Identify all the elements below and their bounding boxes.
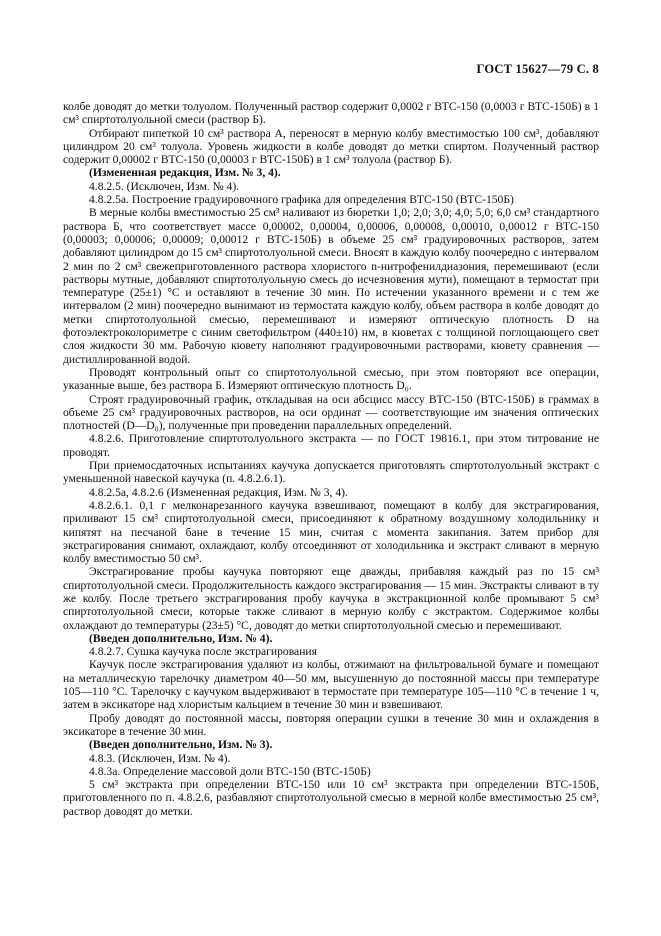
paragraph: 4.8.3. (Исключен, Изм. № 4). [89, 751, 231, 765]
page-header: ГОСТ 15627—79 С. 8 [476, 62, 599, 76]
paragraph: колбе доводят до метки толуолом. Полученный раствор содержит 0,0002 г ВТС-150 (0,0003 г ВТС-150Б) в 1 см³ спиртотолуольной смеси (раствор Б). [63, 100, 599, 127]
paragraph: 4.8.2.6.1. 0,1 г мелконарезанного каучука взвешивают, помещают в колбу для экстрагирования, приливают 15 см³ спиртотолуольной смеси, присоединяют к обратному воздушному холодильнику и кипятят на песчаной бане в течение 15 мин, считая с момента закипания. Затем прибор для экстрагирования снимают, охлаждают, колбу отсоединяют от холодильника и экстракт сливают в мерную колбу вместимостью 50 см³. [63, 498, 599, 566]
paragraph: Проводят контрольный опыт со спиртотолуольной смесью, при этом повторяют все операции, указанные выше, без раствора Б. Измеряют оптическую плотность D₀. [63, 365, 599, 393]
paragraph: 4.8.2.5а, 4.8.2.6 (Измененная редакция, Изм. № 3, 4). [89, 485, 348, 499]
paragraph: Пробу доводят до постоянной массы, повторяя операции сушки в течение 30 мин и охлаждения в эксикаторе в течение 30 мин. [63, 711, 599, 738]
amendment-note: (Измененная редакция, Изм. № 3, 4). [89, 166, 281, 180]
amendment-note: (Введен дополнительно, Изм. № 3). [89, 738, 273, 752]
section-heading: 4.8.2.5а. Построение градуировочного графика для определения ВТС-150 (ВТС-150Б) [89, 193, 514, 207]
section-heading: 4.8.2.7. Сушка каучука после экстрагирования [89, 645, 317, 659]
paragraph: Отбирают пипеткой 10 см³ раствора А, переносят в мерную колбу вместимостью 100 см³, добавляют цилиндром 20 см³ толуола. Уровень жидкости в колбе доводят до метки спиртом. Полученный раствор содержит 0,00002 г ВТС-150 (0,00003 г ВТС-150Б) в 1 см³ толуола (раствор Б). [63, 126, 599, 167]
paragraph: Каучук после экстрагирования удаляют из колбы, отжимают на фильтровальной бумаге и помещают на металлическую тарелочку диаметром 40—50 мм, высушенную до постоянной массы при температуре 105—110 °С. Тарелочку с каучуком выдерживают в термостате при температуре 105—110 °С в течение 1 ч, затем в эксикаторе над хлористым кальцием в течение 30 мин и взвешивают. [63, 658, 599, 712]
section-heading: 4.8.3а. Определение массовой доли ВТС-150 (ВТС-150Б) [89, 764, 371, 778]
paragraph: В мерные колбы вместимостью 25 см³ наливают из бюретки 1,0; 2,0; 3,0; 4,0; 5,0; 6,0 см³ стандартного раствора Б, что соответствует массе 0,00002, 0,00004, 0,00006, 0,00008, 0,00010, 0,00012 г ВТС-150 (0,00003; 0,00006; 0,00009; 0,00012 г ВТС-150Б) в объеме 25 см³ градуировочных растворов, затем добавляют цилиндром до 15 см³ спиртотолуольной смеси. Вносят в каждую колбу поочередно с интервалом 2 мин по 2 см³ свежеприготовленного раствора хлористого n-нитрофенилдиазония, перемешивают (если растворы мутные, добавляют спиртотолуольную смесь до исчезновения мути), помещают в термостат при температуре (25±1) °С и оставляют в течение 30 мин. По истечении указанного времени и с тем же интервалом (2 мин) поочередно вынимают из термостата каждую колбу, объем раствора в колбе доводят до метки спиртотолуольной смесью, перемешивают и измеряют оптическую плотность D на фотоэлектроколориметре с синим светофильтром (440±10) нм, в кюветах с толщиной поглощающего свет слоя жидкости 30 мм. Рабочую кювету наполняют градуировочными растворами, кювету сравнения — дистиллированной водой. [63, 206, 599, 366]
amendment-note: (Введен дополнительно, Изм. № 4). [89, 631, 273, 645]
paragraph: Строят градуировочный график, откладывая на оси абсцисс массу ВТС-150 (ВТС-150Б) в граммах в объеме 25 см³ градуировочных растворов, на оси ординат — соответствующие им значения оптических плотностей (D—D₀), полученные при проведении параллельных определений. [63, 392, 599, 433]
paragraph: При приемосдаточных испытаниях каучука допускается приготовлять спиртотолуольный экстракт с уменьшенной навеской каучука (п. 4.8.2.6.1). [63, 459, 599, 486]
paragraph: Экстрагирование пробы каучука повторяют еще дважды, прибавляя каждый раз по 15 см³ спиртотолуольной смеси. Продолжительность каждого экстрагирования — 15 мин. Экстракты сливают в ту же колбу. После третьего экстрагирования пробу каучука в экстракционной колбе промывают 5 см³ спиртотолуольной смеси, которые также сливают в мерную колбу с экстрактом. Содержимое колбы охлаждают до температуры (23±5) °С, доводят до метки спиртотолуольной смесью и перемешивают. [63, 565, 599, 632]
paragraph: 4.8.2.6. Приготовление спиртотолуольного экстракта — по ГОСТ 19816.1, при этом титрование не проводят. [63, 432, 599, 459]
paragraph: 5 см³ экстракта при определении ВТС-150 или 10 см³ экстракта при определении ВТС-150Б, приготовленного по п. 4.8.2.6, разбавляют спиртотолуольной смесью в мерной колбе вместимостью 25 см³, раствор доводят до метки. [63, 778, 599, 818]
document-body [63, 100, 599, 818]
paragraph: 4.8.2.5. (Исключен, Изм. № 4). [89, 179, 240, 193]
